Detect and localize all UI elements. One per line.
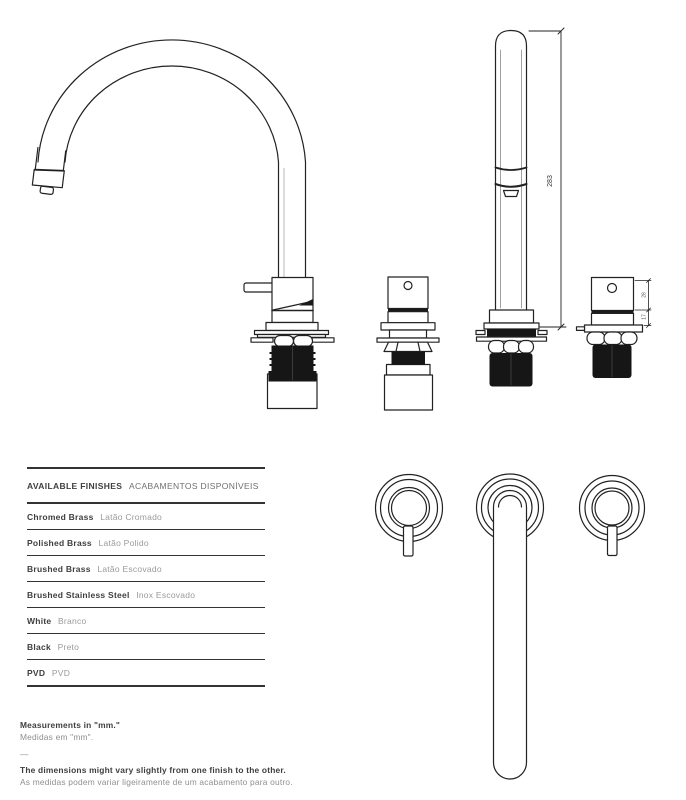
- valve-side-view-drawing: [377, 277, 439, 410]
- finish-row-polished-brass: [27, 530, 265, 556]
- finish-name-en: Chromed Brass: [27, 512, 94, 522]
- note-measurements-pt: Medidas em "mm".: [20, 732, 94, 742]
- valve-top-view-left: [376, 475, 443, 557]
- valve-front-view-drawing: [577, 278, 652, 379]
- finish-name-en: Brushed Stainless Steel: [27, 590, 130, 600]
- dimension-label-lower: 17: [641, 314, 648, 320]
- height-dimension: [529, 28, 566, 330]
- handle-stub: [608, 526, 618, 556]
- finish-name-pt: Latão Escovado: [97, 564, 162, 574]
- spout-side-view-drawing: [31, 40, 334, 409]
- note-measurements-en: Measurements in "mm.": [20, 720, 121, 730]
- finish-row-pvd: [27, 660, 265, 685]
- spout-front-view-drawing: [476, 28, 566, 387]
- spout-reach-tube: [494, 491, 527, 780]
- finishes-header-pt: ACABAMENTOS DISPONÍVEIS: [128, 481, 259, 491]
- spout-outlet-tip: [31, 147, 66, 195]
- finish-name-pt: PVD: [51, 668, 71, 678]
- finish-name-pt: Latão Polido: [98, 538, 149, 548]
- dimension-label-upper: 28: [641, 292, 648, 298]
- dimension-label-283: 283: [547, 175, 554, 187]
- valve-top-view-right: [580, 476, 645, 556]
- finish-name-en: White: [27, 616, 52, 626]
- footnotes: [20, 719, 293, 788]
- finish-name-pt: Preto: [57, 642, 80, 652]
- finish-name-en: Polished Brass: [27, 538, 92, 548]
- note-separator: —: [20, 749, 29, 759]
- finish-name-pt: Inox Escovado: [136, 590, 196, 600]
- handle-stub: [404, 526, 414, 556]
- finishes-table: [27, 467, 265, 687]
- note-variation-pt: As medidas podem variar ligeiramente de um acabamento para outro.: [20, 777, 293, 787]
- lever-handle: [244, 283, 274, 292]
- finish-name-pt: Latão Cromado: [100, 512, 163, 522]
- note-variation-en: The dimensions might vary slightly from one finish to the other.: [20, 765, 286, 775]
- mixer-body: [272, 278, 313, 323]
- finish-row-black: [27, 634, 265, 660]
- finish-row-brushed-stainless-steel: [27, 582, 265, 608]
- finish-name-en: PVD: [27, 668, 46, 678]
- finish-row-chromed-brass: [27, 504, 265, 530]
- finish-name-en: Brushed Brass: [27, 564, 91, 574]
- spout-top-view: [477, 474, 544, 779]
- finish-row-white: [27, 608, 265, 634]
- finishes-table-header: [27, 469, 265, 504]
- valve-dimensions: [635, 279, 651, 328]
- finish-row-brushed-brass: [27, 556, 265, 582]
- finish-name-en: Black: [27, 642, 51, 652]
- finishes-header-en: AVAILABLE FINISHES: [27, 481, 123, 491]
- finish-name-pt: Branco: [58, 616, 87, 626]
